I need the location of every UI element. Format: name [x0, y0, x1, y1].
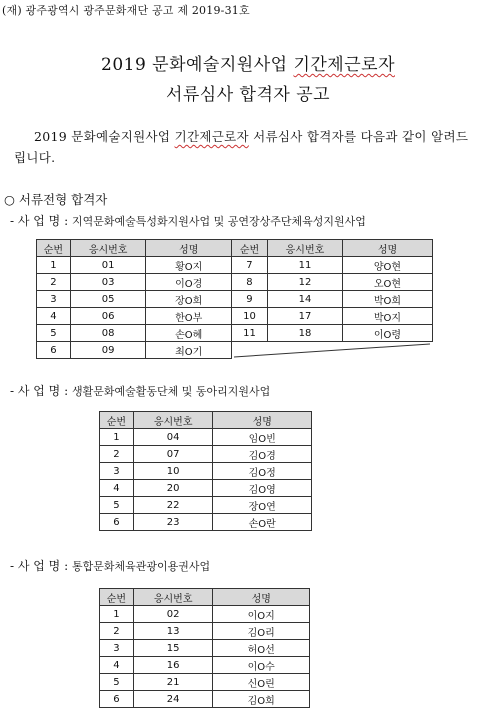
cell-name: 김O리 [213, 623, 310, 640]
cell-exam: 18 [267, 325, 342, 342]
intro-prefix: 2019 문화예술지원사업 [34, 129, 175, 144]
cell-exam: 09 [70, 342, 146, 359]
cell-exam: 23 [133, 514, 213, 531]
table-row [37, 308, 433, 325]
cell-exam: 06 [70, 308, 146, 325]
table-header-row [37, 240, 433, 257]
col-exam: 응시번호 [133, 589, 213, 606]
cell-name: 이O경 [146, 274, 232, 291]
cell-name: 이O령 [342, 325, 432, 342]
cell-name: 김O경 [213, 446, 312, 463]
col-num: 순번 [100, 589, 134, 606]
cell-name: 김O정 [213, 463, 312, 480]
cell-exam: 07 [133, 446, 213, 463]
cell-num: 9 [231, 291, 267, 308]
cell-name: 황O지 [146, 257, 232, 274]
table-row [100, 463, 312, 480]
table-row [100, 446, 312, 463]
table-row [100, 640, 310, 657]
cell-num: 6 [100, 514, 134, 531]
cell-name: 이O수 [213, 657, 310, 674]
strike-line [232, 342, 432, 358]
table-row [100, 691, 310, 708]
col-name: 성명 [342, 240, 432, 257]
cell-name: 장O연 [213, 497, 312, 514]
table-row [37, 342, 433, 359]
empty-cell [231, 342, 432, 359]
table-row [100, 623, 310, 640]
cell-name: 이O지 [213, 606, 310, 623]
table-row [100, 429, 312, 446]
cell-exam: 13 [133, 623, 213, 640]
cell-exam: 02 [133, 606, 213, 623]
cell-exam: 11 [267, 257, 342, 274]
col-num: 순번 [37, 240, 71, 257]
cell-name: 김O영 [213, 480, 312, 497]
title-prefix: 2019 문화예술지원사업 [101, 55, 294, 75]
intro-line2: 립니다. [14, 150, 56, 165]
col-name: 성명 [213, 412, 312, 429]
table-row [37, 291, 433, 308]
cell-num: 3 [100, 640, 134, 657]
cell-num: 2 [100, 446, 134, 463]
cell-exam: 24 [133, 691, 213, 708]
table-row [100, 514, 312, 531]
cell-num: 11 [231, 325, 267, 342]
program3-name: 통합문화체육관광이용권사업 [71, 560, 211, 573]
cell-exam: 05 [70, 291, 146, 308]
cell-num: 5 [37, 325, 71, 342]
table-row [37, 274, 433, 291]
biz-prefix: - 사 업 명 : [10, 559, 69, 573]
notice-number: (재) 광주광역시 광주문화재단 공고 제 2019-31호 [2, 4, 250, 17]
biz-prefix: - 사 업 명 : [10, 214, 69, 228]
title-wavy-word: 기간제근로자 [293, 55, 395, 75]
cell-num: 7 [231, 257, 267, 274]
cell-name: 박O희 [342, 291, 432, 308]
cell-num: 3 [37, 291, 71, 308]
program3-table [99, 588, 310, 708]
cell-num: 1 [100, 429, 134, 446]
cell-exam: 22 [133, 497, 213, 514]
cell-exam: 16 [133, 657, 213, 674]
page-title-line1 [0, 50, 496, 75]
table-row [100, 674, 310, 691]
cell-name: 장O희 [146, 291, 232, 308]
page-title-line2: 서류심사 합격자 공고 [165, 85, 331, 105]
cell-exam: 04 [133, 429, 213, 446]
program1-name: 지역문화예술특성화지원사업 및 공연장상주단체육성지원사업 [71, 215, 366, 228]
program2-name: 생활문화예술활동단체 및 동아리지원사업 [71, 385, 271, 398]
cell-num: 3 [100, 463, 134, 480]
cell-name: 오O현 [342, 274, 432, 291]
table-row [100, 480, 312, 497]
cell-num: 1 [100, 606, 134, 623]
cell-num: 8 [231, 274, 267, 291]
cell-num: 5 [100, 497, 134, 514]
table-row [37, 257, 433, 274]
cell-num: 2 [37, 274, 71, 291]
cell-name: 박O지 [342, 308, 432, 325]
cell-name: 김O희 [213, 691, 310, 708]
cell-name: 한O부 [146, 308, 232, 325]
table-row [100, 657, 310, 674]
intro-wavy-word: 기간제근로자 [174, 129, 249, 144]
biz-prefix: - 사 업 명 : [10, 384, 69, 398]
col-name: 성명 [146, 240, 232, 257]
col-num: 순번 [100, 412, 134, 429]
intro-suffix: 서류심사 합격자를 다음과 같이 알려드 [248, 129, 469, 144]
cell-exam: 20 [133, 480, 213, 497]
cell-name: 손O란 [213, 514, 312, 531]
cell-num: 10 [231, 308, 267, 325]
cell-name: 양O현 [342, 257, 432, 274]
table-row [37, 325, 433, 342]
program1-table [36, 239, 433, 359]
cell-exam: 08 [70, 325, 146, 342]
cell-num: 1 [37, 257, 71, 274]
cell-exam: 17 [267, 308, 342, 325]
cell-num: 6 [100, 691, 134, 708]
cell-name: 신O린 [213, 674, 310, 691]
table-header-row [100, 412, 312, 429]
cell-name: 손O혜 [146, 325, 232, 342]
col-exam: 응시번호 [133, 412, 213, 429]
program2-label [10, 382, 270, 399]
cell-exam: 10 [133, 463, 213, 480]
col-name: 성명 [213, 589, 310, 606]
cell-name: 최O기 [146, 342, 232, 359]
table-row [100, 497, 312, 514]
table-row [100, 606, 310, 623]
cell-exam: 21 [133, 674, 213, 691]
program1-label [10, 212, 366, 229]
cell-exam: 01 [70, 257, 146, 274]
cell-num: 4 [37, 308, 71, 325]
cell-num: 2 [100, 623, 134, 640]
cell-num: 5 [100, 674, 134, 691]
cell-exam: 12 [267, 274, 342, 291]
col-num: 순번 [231, 240, 267, 257]
cell-num: 4 [100, 480, 134, 497]
intro-paragraph [14, 126, 484, 168]
table-header-row [100, 589, 310, 606]
program3-label [10, 557, 210, 574]
program2-table [99, 411, 312, 531]
section-title: ○ 서류전형 합격자 [4, 192, 108, 207]
col-exam: 응시번호 [267, 240, 342, 257]
cell-num: 4 [100, 657, 134, 674]
cell-exam: 14 [267, 291, 342, 308]
cell-num: 6 [37, 342, 71, 359]
col-exam: 응시번호 [70, 240, 146, 257]
cell-exam: 15 [133, 640, 213, 657]
cell-exam: 03 [70, 274, 146, 291]
cell-name: 허O선 [213, 640, 310, 657]
cell-name: 임O빈 [213, 429, 312, 446]
